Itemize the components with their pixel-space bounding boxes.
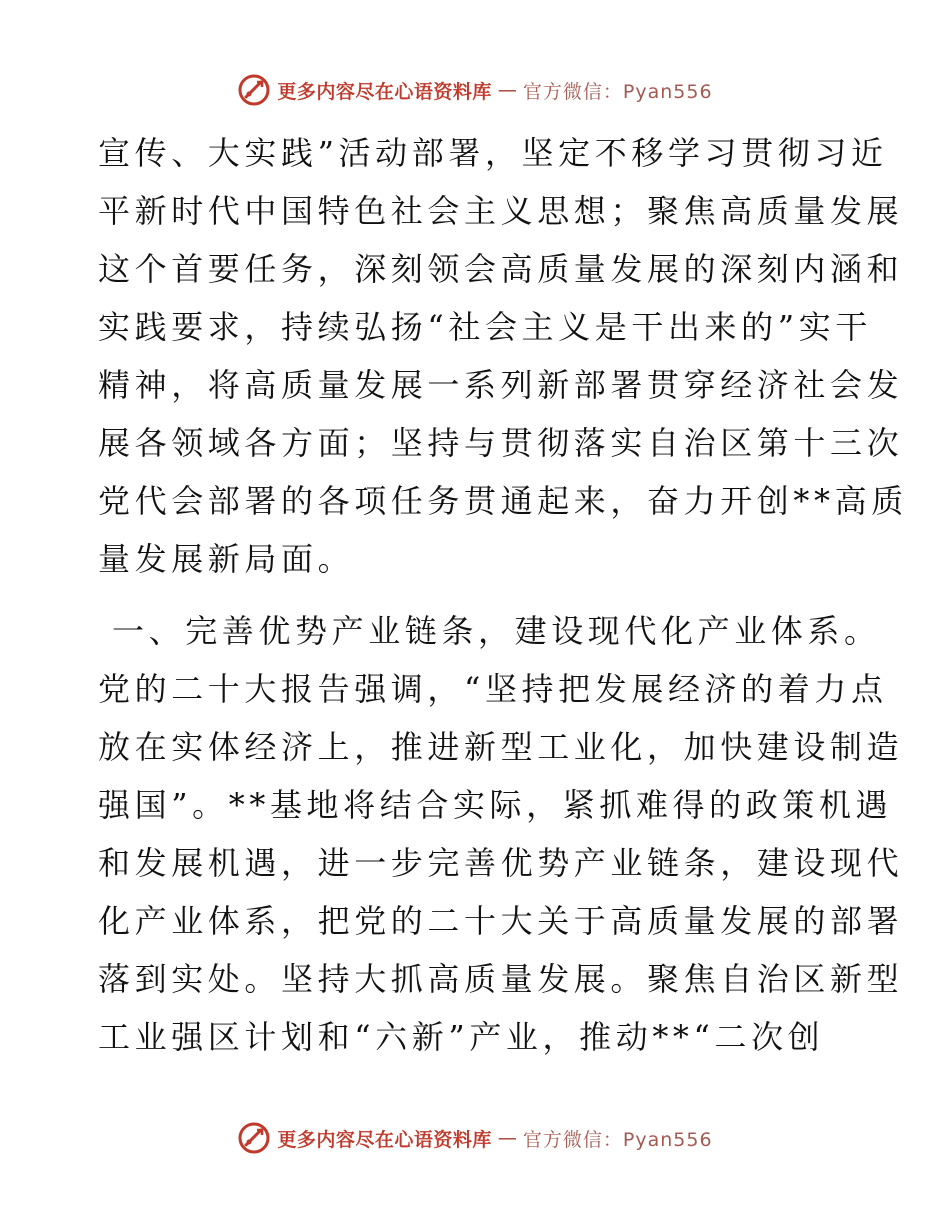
- logo-icon: [237, 73, 271, 107]
- text-line: 精神，将高质量发展一系列新部署贯穿经济社会发: [98, 366, 904, 404]
- document-body: [98, 124, 908, 1066]
- text-line: 和发展机遇，进一步完善优势产业链条，建设现代: [98, 844, 904, 882]
- paragraph-1: [98, 124, 908, 588]
- text-line: 这个首要任务，深刻领会高质量发展的深刻内涵和: [98, 250, 904, 288]
- header-banner: [0, 70, 950, 110]
- section-heading: 一、完善优势产业链条，建设现代化产业体系。: [112, 612, 881, 650]
- text-line: 化产业体系，把党的二十大关于高质量发展的部署: [98, 902, 904, 940]
- text-line: 实践要求，持续弘扬“社会主义是干出来的”实干: [98, 308, 872, 346]
- text-line: 放在实体经济上，推进新型工业化，加快建设制造: [98, 728, 904, 766]
- text-line: 展各领域各方面；坚持与贯彻落实自治区第十三次: [98, 424, 904, 462]
- text-line: 强国”。**基地将结合实际，紧抓难得的政策机遇: [98, 786, 893, 824]
- paragraph-gap: [98, 588, 858, 602]
- footer-banner: [0, 1118, 950, 1158]
- text-line: 量发展新局面。: [98, 540, 355, 578]
- text-line: 宣传、大实践”活动部署，坚定不移学习贯彻习近: [98, 134, 888, 172]
- banner-contact: 官方微信：Pyan556: [522, 80, 713, 103]
- banner-dash: —: [497, 79, 517, 101]
- text-line: 党的二十大报告强调，“坚持把发展经济的着力点: [98, 670, 888, 708]
- banner-title: 更多内容尽在心语资料库: [277, 80, 492, 103]
- text-line: 落到实处。坚持大抓高质量发展。聚焦自治区新型: [98, 960, 904, 998]
- text-line: 工业强区计划和“六新”产业，推动**“二次创: [98, 1018, 825, 1056]
- paragraph-2: [98, 602, 904, 1066]
- text-line: 平新时代中国特色社会主义思想；聚焦高质量发展: [98, 192, 904, 230]
- banner-dash: —: [497, 1127, 517, 1149]
- banner-contact: 官方微信：Pyan556: [522, 1128, 713, 1151]
- logo-icon: [237, 1121, 271, 1155]
- text-line: 党代会部署的各项任务贯通起来，奋力开创**高质: [98, 482, 908, 520]
- banner-title: 更多内容尽在心语资料库: [277, 1128, 492, 1151]
